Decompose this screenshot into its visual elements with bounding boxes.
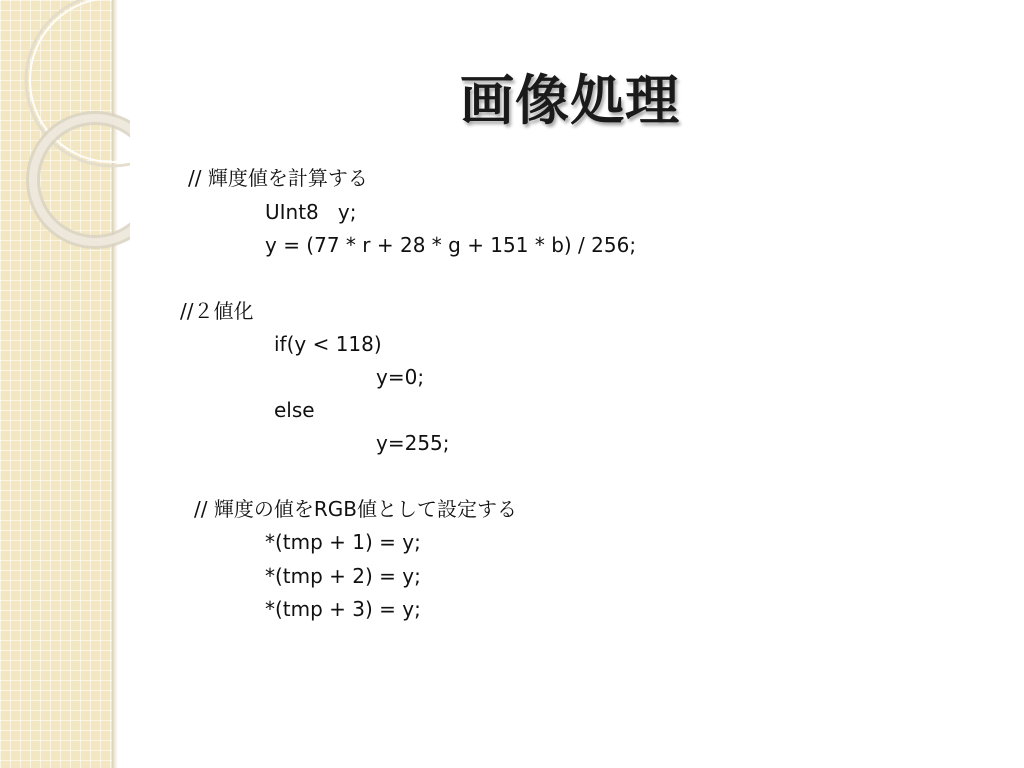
code-line-compute: y = (77 * r + 28 * g + 151 * b) / 256;: [265, 233, 637, 257]
comment-luminance: // 輝度値を計算する: [188, 166, 368, 190]
code-line-if: if(y < 118): [274, 332, 382, 356]
code-line-declare: UInt8 y;: [265, 200, 357, 224]
code-line-assign-zero: y=0;: [376, 365, 425, 389]
comment-set-rgb: // 輝度の値をRGB値として設定する: [194, 497, 517, 521]
code-line-tmp1: *(tmp + 1) = y;: [265, 530, 421, 554]
code-line-assign-max: y=255;: [376, 431, 450, 455]
code-line-tmp2: *(tmp + 2) = y;: [265, 564, 421, 588]
code-line-else: else: [274, 398, 315, 422]
comment-binarize: //２値化: [180, 299, 254, 323]
code-line-tmp3: *(tmp + 3) = y;: [265, 597, 421, 621]
decorative-rings: [0, 0, 130, 260]
slide-title: 画像処理: [460, 69, 680, 132]
